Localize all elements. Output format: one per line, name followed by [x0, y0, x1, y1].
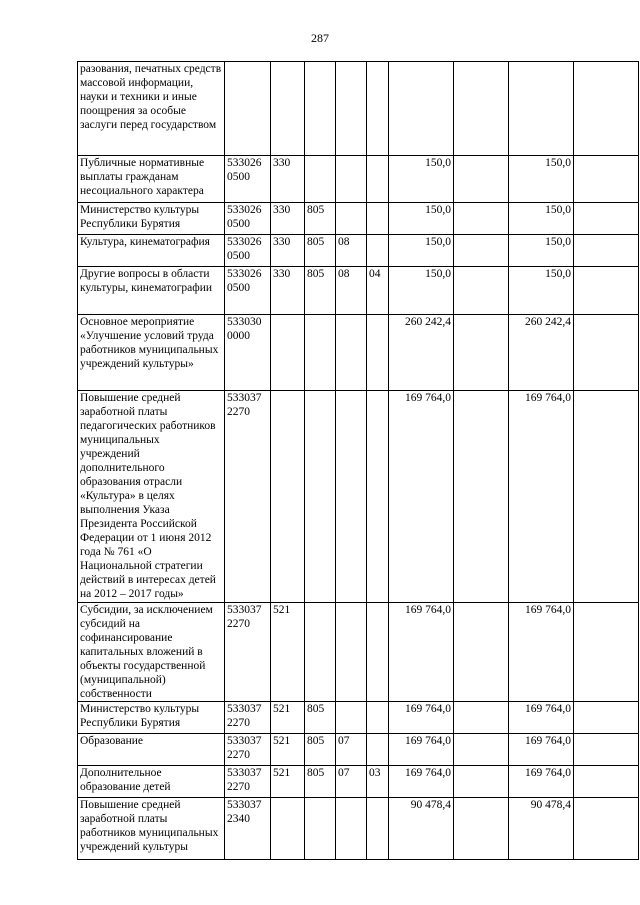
- col-e-cell: [454, 156, 509, 203]
- sum1-cell: 150,0: [389, 235, 454, 267]
- col-a-cell: [271, 62, 305, 156]
- col-b-cell: [305, 391, 336, 603]
- budget-code-cell: 533026 0500: [225, 235, 271, 267]
- col-f-cell: [574, 315, 639, 391]
- col-f-cell: [574, 235, 639, 267]
- col-f-cell: [574, 702, 639, 734]
- col-d-cell: [367, 702, 389, 734]
- sum1-cell: 260 242,4: [389, 315, 454, 391]
- row-name-cell: Культура, кинематография: [78, 235, 225, 267]
- table-row: [78, 391, 639, 603]
- sum2-cell: 260 242,4: [509, 315, 574, 391]
- col-d-cell: [367, 603, 389, 702]
- col-a-cell: [271, 391, 305, 603]
- sum1-cell: 90 478,4: [389, 798, 454, 860]
- budget-code-cell: 533037 2270: [225, 391, 271, 603]
- col-a-cell: 521: [271, 603, 305, 702]
- col-b-cell: [305, 62, 336, 156]
- col-e-cell: [454, 603, 509, 702]
- col-a-cell: 521: [271, 734, 305, 766]
- table-row: [78, 267, 639, 315]
- col-d-cell: [367, 235, 389, 267]
- sum1-cell: 169 764,0: [389, 603, 454, 702]
- col-f-cell: [574, 603, 639, 702]
- sum2-cell: 169 764,0: [509, 702, 574, 734]
- col-e-cell: [454, 267, 509, 315]
- col-c-cell: 08: [336, 267, 367, 315]
- sum2-cell: 150,0: [509, 156, 574, 203]
- col-b-cell: 805: [305, 766, 336, 798]
- sum2-cell: 169 764,0: [509, 603, 574, 702]
- col-c-cell: [336, 702, 367, 734]
- budget-code-cell: 533026 0500: [225, 203, 271, 235]
- sum2-cell: [509, 62, 574, 156]
- budget-code-cell: [225, 62, 271, 156]
- table-row: [78, 203, 639, 235]
- sum1-cell: 150,0: [389, 156, 454, 203]
- col-f-cell: [574, 156, 639, 203]
- col-a-cell: [271, 315, 305, 391]
- sum2-cell: 169 764,0: [509, 766, 574, 798]
- col-e-cell: [454, 62, 509, 156]
- col-e-cell: [454, 734, 509, 766]
- sum2-cell: 90 478,4: [509, 798, 574, 860]
- col-a-cell: 330: [271, 203, 305, 235]
- budget-table-body: [78, 62, 639, 860]
- col-e-cell: [454, 702, 509, 734]
- col-a-cell: 330: [271, 235, 305, 267]
- col-a-cell: 521: [271, 702, 305, 734]
- col-d-cell: 04: [367, 267, 389, 315]
- col-b-cell: 805: [305, 267, 336, 315]
- col-d-cell: [367, 62, 389, 156]
- col-d-cell: [367, 734, 389, 766]
- col-f-cell: [574, 766, 639, 798]
- page-number: 287: [311, 31, 329, 45]
- col-d-cell: [367, 798, 389, 860]
- row-name-cell: разования, печатных средств массовой информации, науки и техники и иные поощрения за особые заслуги перед государством: [78, 62, 225, 156]
- col-b-cell: 805: [305, 702, 336, 734]
- row-name-cell: Субсидии, за исключением субсидий на софинансирование капитальных вложений в объекты государственной (муниципальной) собственности: [78, 603, 225, 702]
- budget-code-cell: 533037 2340: [225, 798, 271, 860]
- col-f-cell: [574, 798, 639, 860]
- table-row: [78, 603, 639, 702]
- row-name-cell: Повышение средней заработной платы педагогических работников муниципальных учреждений дополнительного образования отрасли «Культура» в целях выполнения Указа Президента Российской Федерации от 1 июня 2012 года № 761 «О Национальной стратегии действий в интересах детей на 2012 – 2017 годы»: [78, 391, 225, 603]
- col-b-cell: [305, 315, 336, 391]
- budget-code-cell: 533037 2270: [225, 734, 271, 766]
- col-b-cell: 805: [305, 235, 336, 267]
- table-row: [78, 798, 639, 860]
- col-e-cell: [454, 203, 509, 235]
- col-d-cell: [367, 156, 389, 203]
- sum1-cell: 169 764,0: [389, 391, 454, 603]
- row-name-cell: Дополнительное образование детей: [78, 766, 225, 798]
- col-c-cell: [336, 603, 367, 702]
- budget-code-cell: 533037 2270: [225, 766, 271, 798]
- sum2-cell: 150,0: [509, 203, 574, 235]
- row-name-cell: Публичные нормативные выплаты гражданам несоциального характера: [78, 156, 225, 203]
- col-d-cell: 03: [367, 766, 389, 798]
- col-f-cell: [574, 203, 639, 235]
- row-name-cell: Образование: [78, 734, 225, 766]
- col-c-cell: [336, 391, 367, 603]
- col-e-cell: [454, 391, 509, 603]
- col-f-cell: [574, 734, 639, 766]
- col-e-cell: [454, 798, 509, 860]
- col-c-cell: [336, 62, 367, 156]
- col-a-cell: 521: [271, 766, 305, 798]
- col-e-cell: [454, 766, 509, 798]
- table-row: [78, 766, 639, 798]
- table-row: [78, 156, 639, 203]
- budget-code-cell: 533026 0500: [225, 267, 271, 315]
- table-row: [78, 702, 639, 734]
- row-name-cell: Министерство культуры Республики Бурятия: [78, 203, 225, 235]
- table-row: [78, 315, 639, 391]
- sum2-cell: 169 764,0: [509, 734, 574, 766]
- col-b-cell: 805: [305, 734, 336, 766]
- sum1-cell: 169 764,0: [389, 766, 454, 798]
- col-b-cell: [305, 156, 336, 203]
- col-b-cell: [305, 798, 336, 860]
- row-name-cell: Министерство культуры Республики Бурятия: [78, 702, 225, 734]
- col-a-cell: [271, 798, 305, 860]
- col-c-cell: [336, 798, 367, 860]
- col-f-cell: [574, 267, 639, 315]
- sum1-cell: 150,0: [389, 203, 454, 235]
- col-b-cell: 805: [305, 203, 336, 235]
- col-d-cell: [367, 315, 389, 391]
- sum2-cell: 169 764,0: [509, 391, 574, 603]
- budget-code-cell: 533037 2270: [225, 603, 271, 702]
- col-c-cell: [336, 156, 367, 203]
- col-b-cell: [305, 603, 336, 702]
- sum1-cell: 150,0: [389, 267, 454, 315]
- budget-table: [77, 61, 639, 860]
- col-c-cell: [336, 203, 367, 235]
- row-name-cell: Другие вопросы в области культуры, кинематографии: [78, 267, 225, 315]
- col-d-cell: [367, 391, 389, 603]
- sum1-cell: [389, 62, 454, 156]
- col-f-cell: [574, 391, 639, 603]
- sum1-cell: 169 764,0: [389, 734, 454, 766]
- sum2-cell: 150,0: [509, 267, 574, 315]
- budget-code-cell: 533030 0000: [225, 315, 271, 391]
- col-c-cell: 08: [336, 235, 367, 267]
- col-f-cell: [574, 62, 639, 156]
- col-e-cell: [454, 315, 509, 391]
- table-row: [78, 62, 639, 156]
- table-row: [78, 734, 639, 766]
- budget-code-cell: 533026 0500: [225, 156, 271, 203]
- col-a-cell: 330: [271, 267, 305, 315]
- col-d-cell: [367, 203, 389, 235]
- row-name-cell: Повышение средней заработной платы работников муниципальных учреждений культуры: [78, 798, 225, 860]
- col-a-cell: 330: [271, 156, 305, 203]
- col-c-cell: 07: [336, 734, 367, 766]
- col-c-cell: [336, 315, 367, 391]
- table-row: [78, 235, 639, 267]
- budget-code-cell: 533037 2270: [225, 702, 271, 734]
- col-c-cell: 07: [336, 766, 367, 798]
- sum1-cell: 169 764,0: [389, 702, 454, 734]
- col-e-cell: [454, 235, 509, 267]
- sum2-cell: 150,0: [509, 235, 574, 267]
- row-name-cell: Основное мероприятие «Улучшение условий труда работников муниципальных учреждений культуры»: [78, 315, 225, 391]
